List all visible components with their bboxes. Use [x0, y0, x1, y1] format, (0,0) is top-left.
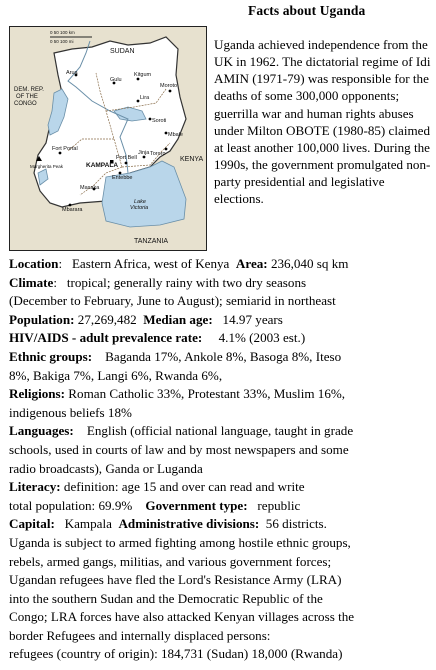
conflict-line-7 [9, 645, 436, 664]
map-label-drc: DEM. REP. OF THE CONGO [14, 87, 44, 107]
city-arua: Arua [66, 70, 78, 76]
city-jinja: Jinja [138, 150, 150, 156]
climate-line-2 [9, 292, 436, 311]
religions-value-2: indigenous beliefs 18% [9, 404, 132, 420]
hiv-line [9, 329, 436, 348]
map-scale-label-mi: 0 50 100 mi [50, 39, 74, 44]
population-value: 27,269,482 [77, 311, 137, 327]
literacy-label: Literacy: [9, 479, 61, 495]
hiv-label: HIV/AIDS - adult prevalence rate: [9, 330, 203, 346]
climate-line: Climate: tropical; generally rainy with two dry seasons [9, 274, 307, 290]
median-age-value: 14.97 years [222, 311, 283, 327]
languages-label: Languages: [9, 423, 74, 439]
conflict-line-2 [9, 553, 436, 572]
area-label: Area: [235, 256, 268, 271]
city-mbale: Mbale [168, 132, 183, 138]
conflict-text-5: Congo; LRA forces have also attacked Kenyan villages across the [9, 609, 355, 625]
languages-line-2 [9, 441, 436, 460]
map-label-tanzania: TANZANIA [134, 238, 169, 245]
city-kitgum: Kitgum [134, 72, 152, 78]
median-age-label: Median age: [143, 311, 213, 327]
conflict-line-6 [9, 627, 436, 646]
languages-value: English (official national language, taught in grade [86, 423, 354, 439]
literacy-total-value: total population: 69.9% [9, 497, 133, 513]
languages-value-2: schools, used in courts of law and by most newspapers and some [9, 441, 349, 457]
intro-paragraph: Uganda achieved independence from the UK in 1962. The dictatorial regime of Idi AMIN (1971-79) was responsible for the deaths of some 300,000 opponents; guerrilla war and human rights abuses under Milton OBOTE (1980-85) claimed at least another 100,000 lives. During the 1990s, the government promulgated non-party presidential and legislative elections. [214, 37, 431, 207]
religions-value: Roman Catholic 33%, Protestant 33%, Muslim 16%, [68, 386, 346, 402]
city-moroto: Moroto [160, 83, 178, 89]
hiv-value: 4.1% (2003 est.) [218, 330, 306, 346]
conflict-text-1: Uganda is subject to armed fighting among hostile ethnic groups, [9, 534, 351, 550]
city-gulu: Gulu [110, 77, 122, 83]
location-label: Location [9, 256, 59, 271]
city-fort-portal: Fort Portal [52, 146, 78, 152]
label-lake-victoria: Lake Victoria [130, 199, 149, 211]
uganda-map [9, 26, 207, 251]
conflict-line-1 [9, 534, 436, 553]
capital-label: Capital: [9, 516, 55, 532]
facts-section [9, 255, 436, 664]
admin-value: 56 districts. [265, 516, 327, 532]
capital-value: Kampala [64, 516, 112, 532]
religions-line-2 [9, 404, 436, 423]
city-lira: Lira [140, 95, 150, 101]
climate-label: Climate [9, 274, 54, 290]
map-label-sudan: SUDAN [110, 48, 135, 55]
city-port-bell: Port Bell [116, 155, 137, 161]
map-scale-label: 0 50 100 km [50, 30, 75, 35]
city-mbarara: Mbarara [62, 207, 83, 213]
ethnic-value-2: 8%, Bakiga 7%, Langi 6%, Rwanda 6%, [9, 367, 223, 383]
climate-value: tropical; generally rainy with two dry seasons [66, 274, 307, 290]
conflict-text-2: rebels, armed gangs, militias, and various government forces; [9, 553, 332, 569]
ethnic-label: Ethnic groups: [9, 348, 93, 364]
languages-line-3 [9, 460, 436, 479]
literacy-value: definition: age 15 and over can read and write [63, 479, 305, 495]
conflict-text-6: border Refugees and internally displaced persons: [9, 627, 271, 643]
conflict-text-4: into the southern Sudan and the Democratic Republic of the [9, 590, 323, 606]
area-value: 236,040 sq km [270, 256, 349, 271]
map-label-kenya: KENYA [180, 156, 204, 163]
population-line [9, 311, 436, 330]
conflict-text-7: refugees (country of origin): 184,731 (Sudan) 18,000 (Rwanda) [9, 646, 343, 662]
capital-line [9, 515, 436, 534]
conflict-line-4 [9, 590, 436, 609]
city-entebbe: Entebbe [112, 175, 133, 181]
languages-value-3: radio broadcasts), Ganda or Luganda [9, 460, 203, 476]
government-value: republic [257, 497, 301, 513]
peak-margherita: Margherita Peak [30, 164, 64, 169]
location-value: Eastern Africa, west of Kenya [71, 256, 230, 271]
population-label: Population: [9, 311, 75, 327]
conflict-text-3: Ugandan refugees have fled the Lord's Resistance Army (LRA) [9, 572, 342, 588]
climate-value-2: (December to February, June to August); semiarid in northeast [9, 293, 336, 309]
city-kampala: KAMPALA [86, 162, 119, 169]
languages-line [9, 422, 436, 441]
city-tororo: Tororo [150, 151, 166, 157]
government-label: Government type: [145, 497, 248, 513]
ethnic-line [9, 348, 436, 367]
city-soroti: Soroti [152, 118, 167, 124]
conflict-line-3 [9, 571, 436, 590]
religions-line [9, 385, 436, 404]
city-masaka: Masaka [80, 185, 100, 191]
admin-label: Administrative divisions: [118, 516, 260, 532]
page-title: Facts about Uganda [248, 3, 366, 18]
ethnic-line-2 [9, 367, 436, 386]
ethnic-value: Baganda 17%, Ankole 8%, Basoga 8%, Iteso [105, 348, 342, 364]
religions-label: Religions: [9, 386, 66, 402]
literacy-line [9, 478, 436, 497]
location-line: Location: Eastern Africa, west of Kenya Area: 236,040 sq km [9, 256, 349, 271]
conflict-line-5 [9, 608, 436, 627]
literacy-government-line [9, 497, 436, 516]
